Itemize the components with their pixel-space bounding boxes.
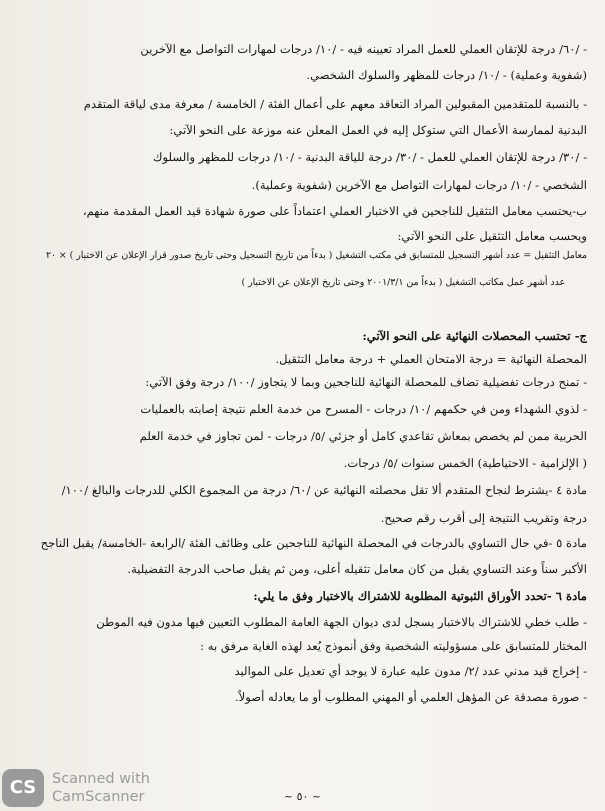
formula-denominator: عدد أشهر عمل مكاتب التشغيل ( بدءاً من ٢٠٠١/٣/١ وحتى تاريخ الإعلان عن الاختبار ) [241,277,565,288]
text-line: البدنية لممارسة الأعمال التي ستوكل إليه في العمل المعلن عنه موزعة على النحو الآتي: [169,123,587,137]
text-line: المحصلة النهائية = درجة الامتحان العملي + درجة معامل التثقيل. [275,352,587,366]
text-line: - إخراج قيد مدني عدد /٢/ مدون عليه عبارة لا يوجد أي تعديل على المواليد [234,664,587,678]
scanner-caption-line2: CamScanner [52,789,145,805]
formula-numerator: معامل التثقيل = عدد أشهر التسجيل للمتسابق في مكتب التشغيل ( بدءاً من تاريخ التسجيل وحتى تاريخ صدور قرار الإعلان عن الاختبار ) × ٢٠ [45,250,587,261]
text-line: درجة وتقريب النتيجة إلى أقرب رقم صحيح. [380,511,587,525]
text-line: - تمنح درجات تفضيلية تضاف للمحصلة النهائية للناجحين وبما لا يتجاوز /١٠٠/ درجة وفق الآتي: [145,375,587,389]
text-line: - /٣٠/ درجة للإتقان العملي للعمل - /٣٠/ درجة للياقة البدنية - /١٠/ درجات للمظهر والسلوك [153,150,587,164]
text-line: الشخصي - /١٠/ درجات لمهارات التواصل مع الآخرين (شفوية وعملية). [251,178,587,192]
text-line: الأكبر سناً وعند التساوي يقبل من كان معامل تثقيله أعلى، ومن ثم يقبل صاحب الدرجة التفضيلية. [127,562,587,576]
camscanner-logo-icon: CS [2,769,44,807]
text-line: - صورة مصدقة عن المؤهل العلمي أو المهني المطلوب أو ما يعادله أصولاً. [234,690,587,704]
article-6: مادة ٦ -تحدد الأوراق الثبوتية المطلوبة للاشتراك بالاختبار وفق ما يلي: [253,589,587,603]
page-number: ~ ٥٠ ~ [283,790,322,803]
text-line: (شفوية وعملية) - /١٠/ درجات للمظهر والسلوك الشخصي. [306,68,587,82]
text-line: المختار للمتسابق على مسؤوليته الشخصية وفق أنموذج يُعد لهذه الغاية مرفق به : [200,639,587,653]
text-line: - /٦٠/ درجة للإتقان العملي للعمل المراد تعيينه فيه - /١٠/ درجات لمهارات التواصل مع الآخرين [140,42,587,56]
text-line: - لذوي الشهداء ومن في حكمهم /١٠/ درجات - المسرح من خدمة العلم نتيجة إصابته بالعمليات [140,402,587,416]
article-5: مادة ٥ -في حال التساوي بالدرجات في المحصلة النهائية للناجحين على وظائف الفئة /الرابعة -الخامسة/ يقبل الناجح [40,536,587,550]
text-line: الحربية ممن لم يخصص بمعاش تقاعدي كامل أو جزئي /٥/ درجات - لمن تجاوز في خدمة العلم [139,429,587,443]
scanner-caption-line1: Scanned with [52,771,150,787]
section-heading: ج- تحتسب المحصلات النهائية على النحو الآتي: [362,329,587,343]
text-line: - بالنسبة للمتقدمين المقبولين المراد التعاقد معهم على أعمال الفئة / الخامسة / معرفة مدى لياقة المتقدم [83,97,587,111]
article-4: مادة ٤ -يشترط لنجاح المتقدم ألا تقل محصلته النهائية عن /٦٠/ درجة من المجموع الكلي للدرجات والبالغ /١٠٠/ [61,483,587,497]
text-line: ويحسب معامل التثقيل على النحو الآتي: [397,229,587,243]
text-line: ب-يحتسب معامل التثقيل للناجحين في الاختبار العملي اعتماداً على صورة شهادة قيد العمل المقدمة منهم، [82,204,587,218]
text-line: ( الإلزامية - الاحتياطية) الخمس سنوات /٥/ درجات. [343,456,587,470]
text-line: - طلب خطي للاشتراك بالاختبار يسجل لدى ديوان الجهة العامة المطلوب التعيين فيها مدون فيه الموطن [96,615,587,629]
